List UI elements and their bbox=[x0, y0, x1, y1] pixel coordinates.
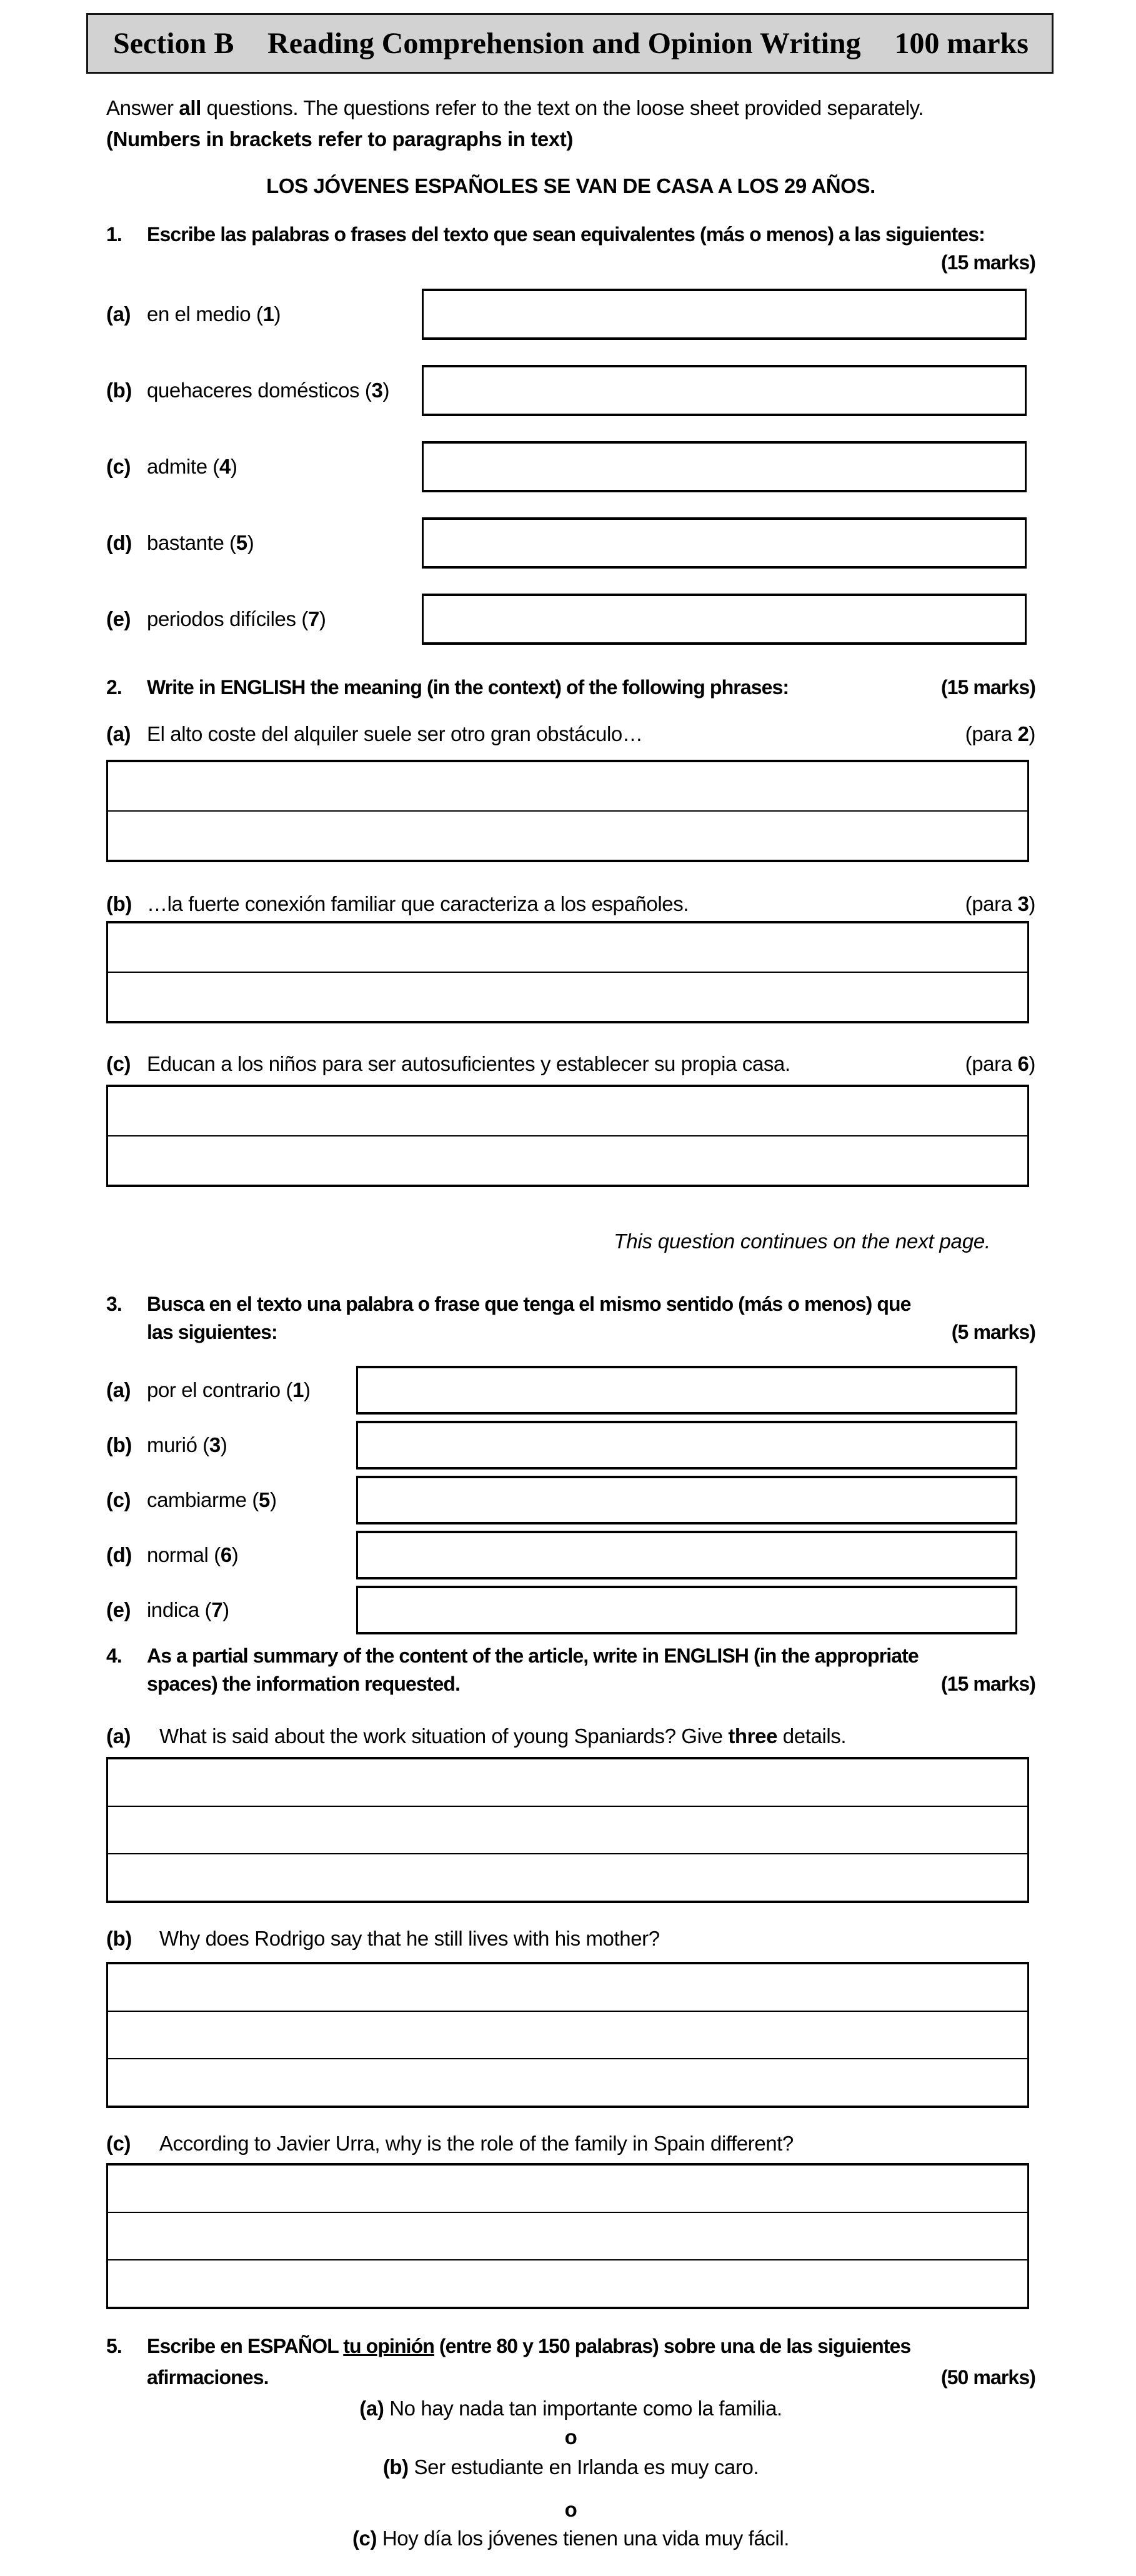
q2-item-b bbox=[106, 888, 1035, 1023]
q4-question-text-c: According to Javier Urra, why is the role of the family in Spain different? bbox=[159, 2132, 794, 2155]
q1-para-ref-c: (4) bbox=[212, 455, 237, 478]
q5-option-b bbox=[106, 2453, 1035, 2482]
question-3-indent bbox=[106, 1318, 147, 1346]
question-4-prompt-line2: spaces) the information requested. bbox=[147, 1673, 461, 1695]
q3-label-b bbox=[106, 1433, 356, 1457]
answer-line bbox=[108, 1087, 1027, 1135]
q3-letter-a: (a) bbox=[106, 1378, 131, 1401]
q5-option-a bbox=[106, 2394, 1035, 2423]
question-5-prompt-pre: Escribe en ESPAÑOL bbox=[147, 2335, 344, 2357]
q2-phrase-c: Educan a los niños para ser autosuficientes y establecer su propia casa. bbox=[147, 1052, 790, 1075]
q1-answer-box-a[interactable] bbox=[422, 289, 1027, 340]
question-1-marks: (15 marks) bbox=[940, 251, 1035, 274]
q3-phrase-c: cambiarme bbox=[147, 1488, 252, 1511]
q3-letter-e: (e) bbox=[106, 1598, 131, 1621]
q5-option-letter-b: (b) bbox=[382, 2455, 414, 2479]
q4-question-text-b: Why does Rodrigo say that he still lives with his mother? bbox=[159, 1927, 660, 1950]
question-4-heading bbox=[106, 1642, 1035, 1698]
q3-answer-box-d[interactable] bbox=[356, 1531, 1017, 1579]
q4-question-c bbox=[106, 2128, 1035, 2159]
instructions-line-2: (Numbers in brackets refer to paragraphs in text) bbox=[106, 127, 573, 151]
question-5-options bbox=[106, 2394, 1035, 2553]
q2-item-c bbox=[106, 1048, 1035, 1187]
question-1-number: 1. bbox=[106, 223, 122, 246]
q1-label-b bbox=[106, 379, 422, 402]
question-2-heading bbox=[106, 674, 1035, 702]
question-3-prompt-line1: Busca en el texto una palabra o frase que tenga el mismo sentido (más o menos) que bbox=[147, 1293, 911, 1315]
q1-item-d bbox=[106, 517, 1035, 569]
answer-line bbox=[108, 2011, 1027, 2058]
q3-item-b bbox=[106, 1421, 1035, 1470]
q2-letter-b: (b) bbox=[106, 892, 132, 915]
q5-option-separator: o bbox=[564, 2498, 577, 2521]
q1-phrase-e: periodos difíciles bbox=[147, 607, 302, 630]
q1-phrase-c: admite bbox=[147, 455, 213, 478]
answer-line bbox=[108, 1964, 1027, 2011]
q3-phrase-a: por el contrario bbox=[147, 1378, 286, 1401]
question-5-prompt-line1 bbox=[147, 2330, 1035, 2362]
q4-item-a bbox=[106, 1721, 1035, 1903]
instructions-bold-word: all bbox=[179, 96, 201, 119]
question-2-prompt: Write in ENGLISH the meaning (in the context) of the following phrases: bbox=[147, 676, 789, 699]
q1-item-c bbox=[106, 441, 1035, 492]
answer-line bbox=[108, 2212, 1027, 2259]
question-1-items bbox=[106, 289, 1035, 645]
q3-letter-d: (d) bbox=[106, 1543, 132, 1566]
q5-option-separator: o bbox=[564, 2425, 577, 2449]
article-title: LOS JÓVENES ESPAÑOLES SE VAN DE CASA A LOS 29 AÑOS. bbox=[266, 174, 875, 197]
q4-item-c bbox=[106, 2128, 1035, 2309]
q2-answer-box-a[interactable] bbox=[106, 760, 1029, 862]
q1-letter-a: (a) bbox=[106, 302, 131, 326]
q4-letter-c: (c) bbox=[106, 2132, 131, 2155]
q3-label-a bbox=[106, 1378, 356, 1402]
answer-line bbox=[108, 2166, 1027, 2212]
q1-letter-d: (d) bbox=[106, 531, 132, 554]
answer-line bbox=[108, 923, 1027, 972]
question-5-marks: (50 marks) bbox=[940, 2366, 1035, 2389]
q5-option-text-a: No hay nada tan importante como la familia. bbox=[389, 2397, 782, 2420]
q3-item-d bbox=[106, 1531, 1035, 1579]
q1-para-ref-e: (7) bbox=[301, 607, 326, 630]
q3-phrase-b: murió bbox=[147, 1433, 203, 1456]
q2-para-ref-a: (para 2) bbox=[965, 722, 1035, 745]
question-2-number: 2. bbox=[106, 676, 122, 699]
q3-item-a bbox=[106, 1366, 1035, 1415]
q2-item-a bbox=[106, 719, 1035, 862]
q5-option-letter-c: (c) bbox=[352, 2527, 382, 2550]
answer-line bbox=[108, 1853, 1027, 1901]
question-4-indent bbox=[106, 1670, 147, 1698]
q1-phrase-b: quehaceres domésticos bbox=[147, 379, 365, 402]
q1-label-c bbox=[106, 455, 422, 479]
section-marks: 100 marks bbox=[894, 27, 1029, 60]
answer-line bbox=[108, 2058, 1027, 2106]
q4-answer-box-a[interactable] bbox=[106, 1757, 1029, 1903]
question-1-heading bbox=[106, 221, 1035, 277]
q1-letter-e: (e) bbox=[106, 607, 131, 630]
answer-line bbox=[108, 1806, 1027, 1853]
q2-question-b bbox=[106, 888, 1035, 920]
question-3-prompt-line2: las siguientes: bbox=[147, 1321, 277, 1343]
q1-label-d bbox=[106, 531, 422, 555]
answer-line bbox=[108, 2259, 1027, 2307]
q2-phrase-b: …la fuerte conexión familiar que caracteriza a los españoles. bbox=[147, 892, 689, 915]
q3-answer-box-b[interactable] bbox=[356, 1421, 1017, 1470]
q1-answer-box-d[interactable] bbox=[422, 517, 1027, 569]
q1-para-ref-a: (1) bbox=[256, 302, 281, 326]
q4-question-a bbox=[106, 1721, 1035, 1752]
q2-para-ref-c: (para 6) bbox=[965, 1052, 1035, 1075]
q4-letter-a: (a) bbox=[106, 1724, 131, 1748]
q3-label-e bbox=[106, 1598, 356, 1622]
question-5-heading bbox=[106, 2330, 1035, 2393]
answer-line bbox=[108, 762, 1027, 810]
q5-option-text-c: Hoy día los jóvenes tienen una vida muy fácil. bbox=[382, 2527, 790, 2550]
answer-line bbox=[108, 810, 1027, 860]
question-4-marks: (15 marks) bbox=[940, 1673, 1035, 1695]
question-5-number: 5. bbox=[106, 2335, 122, 2357]
q3-para-ref-e: (7) bbox=[204, 1598, 229, 1621]
continuation-note: This question continues on the next page. bbox=[614, 1230, 990, 1253]
question-3-marks: (5 marks) bbox=[951, 1321, 1035, 1343]
q5-option-c bbox=[106, 2524, 1035, 2553]
question-3-heading bbox=[106, 1290, 1035, 1346]
q3-para-ref-d: (6) bbox=[214, 1543, 239, 1566]
q2-question-c bbox=[106, 1048, 1035, 1080]
q1-phrase-d: bastante bbox=[147, 531, 230, 554]
q3-letter-b: (b) bbox=[106, 1433, 132, 1456]
q1-answer-box-b[interactable] bbox=[422, 365, 1027, 416]
exam-page bbox=[0, 13, 1136, 2553]
q1-para-ref-b: (3) bbox=[364, 379, 390, 402]
q4-answer-box-c[interactable] bbox=[106, 2163, 1029, 2309]
instructions-text-rest: questions. The questions refer to the text on the loose sheet provided separately. bbox=[201, 96, 924, 119]
answer-line bbox=[108, 1759, 1027, 1806]
q2-answer-box-b[interactable] bbox=[106, 921, 1029, 1023]
question-5-indent bbox=[106, 2362, 147, 2393]
question-4-prompt-line1: As a partial summary of the content of the article, write in ENGLISH (in the appropriate bbox=[147, 1644, 919, 1667]
q3-phrase-e: indica bbox=[147, 1598, 205, 1621]
q1-item-a bbox=[106, 289, 1035, 340]
section-header bbox=[86, 13, 1054, 74]
q5-option-text-b: Ser estudiante en Irlanda es muy caro. bbox=[414, 2455, 759, 2479]
q3-answer-box-e[interactable] bbox=[356, 1586, 1017, 1634]
q1-letter-c: (c) bbox=[106, 455, 131, 478]
q5-option-letter-a: (a) bbox=[359, 2397, 390, 2420]
q2-answer-box-c[interactable] bbox=[106, 1085, 1029, 1187]
q4-question-text-a: What is said about the work situation of young Spaniards? Give three details. bbox=[159, 1724, 847, 1748]
q3-item-e bbox=[106, 1586, 1035, 1634]
q3-label-d bbox=[106, 1543, 356, 1567]
q2-letter-a: (a) bbox=[106, 722, 131, 745]
q3-para-ref-a: (1) bbox=[286, 1378, 311, 1401]
instructions-line-1 bbox=[106, 92, 1035, 124]
question-5-underlined: tu opinión bbox=[343, 2335, 434, 2357]
q1-answer-box-c[interactable] bbox=[422, 441, 1027, 492]
q1-label-a bbox=[106, 302, 422, 326]
q1-letter-b: (b) bbox=[106, 379, 132, 402]
q1-para-ref-d: (5) bbox=[229, 531, 254, 554]
q1-phrase-a: en el medio bbox=[147, 302, 256, 326]
answer-line bbox=[108, 1135, 1027, 1185]
answer-line bbox=[108, 972, 1027, 1021]
q4-question-b bbox=[106, 1923, 1035, 1954]
question-5-prompt-post: (entre 80 y 150 palabras) sobre una de las siguientes bbox=[434, 2335, 911, 2357]
q3-phrase-d: normal bbox=[147, 1543, 214, 1566]
section-label: Section B bbox=[113, 27, 234, 60]
q2-letter-c: (c) bbox=[106, 1052, 131, 1075]
question-3-number: 3. bbox=[106, 1293, 122, 1315]
question-4-items bbox=[106, 1721, 1035, 2309]
question-2-marks: (15 marks) bbox=[940, 676, 1035, 699]
q3-answer-box-a[interactable] bbox=[356, 1366, 1017, 1415]
q2-para-ref-b: (para 3) bbox=[965, 892, 1035, 915]
q1-item-b bbox=[106, 365, 1035, 416]
instructions-text: Answer bbox=[106, 96, 179, 119]
q3-letter-c: (c) bbox=[106, 1488, 131, 1511]
q3-para-ref-b: (3) bbox=[202, 1433, 227, 1456]
instructions bbox=[106, 92, 1035, 155]
q4-item-b bbox=[106, 1923, 1035, 2108]
q2-phrase-a: El alto coste del alquiler suele ser otro gran obstáculo… bbox=[147, 722, 643, 745]
q3-item-c bbox=[106, 1476, 1035, 1524]
q1-answer-box-e[interactable] bbox=[422, 594, 1027, 645]
q3-para-ref-c: (5) bbox=[252, 1488, 277, 1511]
question-3-items bbox=[106, 1366, 1035, 1634]
question-5-prompt-line2: afirmaciones. bbox=[147, 2366, 269, 2389]
question-2-items bbox=[106, 719, 1035, 1187]
q3-answer-box-c[interactable] bbox=[356, 1476, 1017, 1524]
question-4-number: 4. bbox=[106, 1644, 122, 1667]
q4-letter-b: (b) bbox=[106, 1927, 132, 1950]
q2-question-a bbox=[106, 719, 1035, 750]
q3-label-c bbox=[106, 1488, 356, 1512]
q1-item-e bbox=[106, 594, 1035, 645]
question-1-prompt: Escribe las palabras o frases del texto que sean equivalentes (más o menos) a las siguientes: bbox=[147, 223, 985, 246]
section-title: Reading Comprehension and Opinion Writing bbox=[267, 27, 861, 60]
q4-answer-box-b[interactable] bbox=[106, 1962, 1029, 2108]
q1-label-e bbox=[106, 607, 422, 631]
